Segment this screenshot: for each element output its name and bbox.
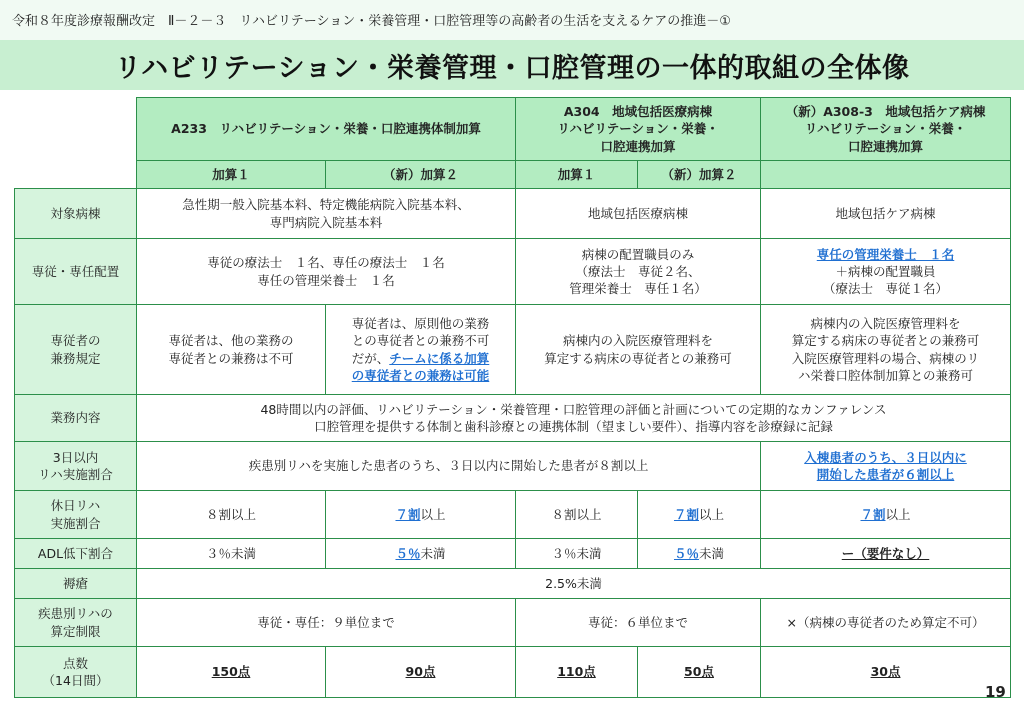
a304-kasan2-header: （新）加算２ bbox=[638, 161, 761, 189]
a308-taisho: 地域包括ケア病棟 bbox=[761, 189, 1011, 239]
a304-kasan2-tensu: 50点 bbox=[638, 647, 761, 698]
a233-kasan1-adl: ３％未満 bbox=[137, 539, 326, 569]
label-gimu-line2: 兼務規定 bbox=[50, 350, 101, 366]
row-adl bbox=[15, 539, 1011, 569]
a233-kasan1-gimu bbox=[137, 305, 326, 395]
a304-title-line2: リハビリテーション・栄養・ bbox=[557, 121, 719, 137]
comparison-table bbox=[14, 97, 1011, 698]
a308-title-line1: （新）A308-3 地域包括ケア病棟 bbox=[785, 104, 986, 120]
label-haichi: 専従・専任配置 bbox=[15, 239, 137, 305]
a304-haichi-line1: 病棟の配置職員のみ bbox=[581, 246, 695, 262]
a308-haichi-line1: 専任の管理栄養士 １名 bbox=[816, 246, 955, 262]
a233k2-kyujitsu-highlight: ７割 bbox=[395, 506, 421, 522]
label-taisho: 対象病棟 bbox=[15, 189, 137, 239]
label-seigen bbox=[15, 599, 137, 647]
a308-mikka-line2: 開始した患者が６割以上 bbox=[816, 467, 955, 482]
row-naiyou bbox=[15, 395, 1011, 442]
page-number: 19 bbox=[985, 683, 1006, 701]
label-tensu bbox=[15, 647, 137, 698]
row-gimu bbox=[15, 305, 1011, 395]
row-mikka bbox=[15, 442, 1011, 491]
label-mikka-line1: 3日以内 bbox=[52, 449, 99, 465]
a308-adl: ー（要件なし） bbox=[761, 539, 1011, 569]
a304k2-adl-rest: 未満 bbox=[699, 545, 725, 561]
a304-kasan1-header: 加算１ bbox=[516, 161, 638, 189]
a233-haichi-line2: 専任の管理栄養士 １名 bbox=[257, 272, 395, 288]
a233-kasan2-header: （新）加算２ bbox=[326, 161, 516, 189]
a304-gimu-line1: 病棟内の入院医療管理料を bbox=[563, 333, 714, 349]
a308-haichi-line3: （療法士 専従１名） bbox=[823, 281, 949, 297]
a233-kasan1-header: 加算１ bbox=[137, 161, 326, 189]
a304-haichi bbox=[516, 239, 761, 305]
a233-taisho-line2: 専門病院入院基本料 bbox=[269, 214, 383, 230]
a308-tensu: 30点 bbox=[761, 647, 1011, 698]
header-row bbox=[15, 98, 1011, 161]
a308-gimu-line3: 入院医療管理料の場合、病棟のリ bbox=[791, 350, 980, 366]
naiyou-line2: 口腔管理を提供する体制と歯科診療との連携体制（望ましい要件）、指導内容を診療録に記録 bbox=[314, 419, 833, 434]
a233-kasan2-kyujitsu bbox=[326, 491, 516, 539]
a304-kasan1-adl: ３％未満 bbox=[516, 539, 638, 569]
a304-haichi-line2: （療法士 専従２名、 bbox=[575, 263, 701, 279]
a233k1-gimu-line1: 専従者は、他の業務の bbox=[168, 333, 294, 349]
a233k2-gimu-line1: 専従者は、原則他の業務 bbox=[351, 316, 490, 331]
a308-seigen: ×（病棟の専従者のため算定不可） bbox=[761, 599, 1011, 647]
a308-gimu-line4: ハ栄養口腔体制加算との兼務可 bbox=[798, 367, 974, 383]
label-kyujitsu-line2: 実施割合 bbox=[50, 515, 101, 531]
a308-haichi-line2: ＋病棟の配置職員 bbox=[835, 263, 936, 279]
a233-taisho-line1: 急性期一般入院基本料、特定機能病院入院基本料、 bbox=[182, 197, 470, 213]
a304-taisho: 地域包括医療病棟 bbox=[516, 189, 761, 239]
label-tensu-line2: （14日間） bbox=[42, 673, 109, 688]
a233k2-gimu-line2: との専従者との兼務不可 bbox=[351, 333, 490, 349]
label-gimu-line1: 専従者の bbox=[50, 333, 101, 349]
a304-haichi-line3: 管理栄養士 専任１名） bbox=[569, 281, 707, 297]
naiyou-line1: 48時間以内の評価、リハビリテーション・栄養管理・口腔管理の評価と計画についての定期的なカンファレンス bbox=[260, 401, 887, 417]
a308-title-line3: 口腔連携加算 bbox=[848, 138, 924, 154]
a233k2-gimu-line3 bbox=[330, 350, 511, 367]
label-kyujitsu-line1: 休日リハ bbox=[50, 498, 101, 514]
row-jokusou bbox=[15, 569, 1011, 599]
title-bar bbox=[0, 40, 1024, 90]
a233-kasan1-tensu: 150点 bbox=[137, 647, 326, 698]
label-kyujitsu bbox=[15, 491, 137, 539]
a233-seigen: 専従・専任：９単位まで bbox=[137, 599, 516, 647]
label-mikka bbox=[15, 442, 137, 491]
a233-haichi-line1: 専従の療法士 １名、専任の療法士 １名 bbox=[207, 255, 445, 271]
a308-mikka bbox=[761, 442, 1011, 491]
a304k2-kyujitsu-highlight: ７割 bbox=[673, 506, 699, 522]
label-mikka-line2: リハ実施割合 bbox=[38, 467, 113, 482]
subheader-row bbox=[15, 161, 1011, 189]
row-taisho bbox=[15, 189, 1011, 239]
a233k2-adl-rest: 未満 bbox=[420, 545, 446, 561]
a233k2-gimu-line4: の専従者との兼務は可能 bbox=[351, 367, 490, 383]
label-tensu-line1: 点数 bbox=[62, 655, 88, 671]
a304-seigen: 専従：６単位まで bbox=[516, 599, 761, 647]
a304-kasan2-adl bbox=[638, 539, 761, 569]
label-seigen-line2: 算定制限 bbox=[50, 623, 101, 639]
label-jokusou: 褥瘡 bbox=[15, 569, 137, 599]
label-seigen-line1: 疾患別リハの bbox=[38, 606, 113, 622]
a308-subheader-blank bbox=[761, 161, 1011, 189]
a304-title-line1: A304 地域包括医療病棟 bbox=[563, 104, 713, 120]
a308-kyujitsu-rest: 以上 bbox=[885, 506, 911, 522]
label-gimu bbox=[15, 305, 137, 395]
a233k2-adl-highlight: ５％ bbox=[395, 545, 421, 561]
a304-gimu-line2: 算定する病床の専従者との兼務可 bbox=[544, 350, 732, 366]
a233-kasan2-tensu: 90点 bbox=[326, 647, 516, 698]
a233-kasan2-adl bbox=[326, 539, 516, 569]
a308-gimu-line2: 算定する病床の専従者との兼務可 bbox=[791, 333, 980, 349]
a308-kyujitsu-highlight: ７割 bbox=[860, 506, 886, 522]
jokusou-content: 2.5%未満 bbox=[137, 569, 1011, 599]
a304-gimu bbox=[516, 305, 761, 395]
a233-kasan2-gimu bbox=[326, 305, 516, 395]
a304-kasan1-kyujitsu: ８割以上 bbox=[516, 491, 638, 539]
a304-kasan1-tensu: 110点 bbox=[516, 647, 638, 698]
a233k2-gimu-line3-highlight: チームに係る加算 bbox=[389, 350, 490, 366]
row-tensu bbox=[15, 647, 1011, 698]
header-bar bbox=[0, 0, 1024, 41]
col-a304-header bbox=[516, 98, 761, 161]
a304-kasan2-kyujitsu bbox=[638, 491, 761, 539]
naiyou-content bbox=[137, 395, 1011, 442]
a308-kyujitsu bbox=[761, 491, 1011, 539]
row-haichi bbox=[15, 239, 1011, 305]
col-a233-header bbox=[137, 98, 516, 161]
a233-title: A233 リハビリテーション・栄養・口腔連携体制加算 bbox=[171, 121, 481, 137]
a233k2-kyujitsu-rest: 以上 bbox=[420, 506, 446, 522]
a308-mikka-line1: 入棟患者のうち、３日以内に bbox=[804, 449, 967, 465]
a233-taisho bbox=[137, 189, 516, 239]
col-a308-header bbox=[761, 98, 1011, 161]
row-seigen bbox=[15, 599, 1011, 647]
a233-haichi bbox=[137, 239, 516, 305]
a304-title-line3: 口腔連携加算 bbox=[600, 138, 676, 154]
label-naiyou: 業務内容 bbox=[15, 395, 137, 442]
a308-haichi bbox=[761, 239, 1011, 305]
a308-gimu bbox=[761, 305, 1011, 395]
a308-gimu-line1: 病棟内の入院医療管理料を bbox=[810, 316, 961, 331]
a304k2-kyujitsu-rest: 以上 bbox=[699, 506, 725, 522]
header-corner bbox=[15, 98, 137, 189]
a308-title-line2: リハビリテーション・栄養・ bbox=[804, 121, 967, 137]
a233k2-gimu-line3-plain: だが、 bbox=[351, 350, 390, 366]
row-kyujitsu bbox=[15, 491, 1011, 539]
a304k2-adl-highlight: ５％ bbox=[673, 545, 699, 561]
a233k1-gimu-line2: 専従者との兼務は不可 bbox=[168, 350, 294, 366]
label-adl: ADL低下割合 bbox=[15, 539, 137, 569]
slide-title: リハビリテーション・栄養管理・口腔管理の一体的取組の全体像 bbox=[114, 53, 910, 84]
a233-a304-mikka: 疾患別リハを実施した患者のうち、３日以内に開始した患者が８割以上 bbox=[137, 442, 761, 491]
slide-subtitle: 令和８年度診療報酬改定 Ⅱ－２－３ リハビリテーション・栄養管理・口腔管理等の高齢者の生活を支えるケアの推進－① bbox=[12, 14, 731, 29]
a233-kasan1-kyujitsu: ８割以上 bbox=[137, 491, 326, 539]
